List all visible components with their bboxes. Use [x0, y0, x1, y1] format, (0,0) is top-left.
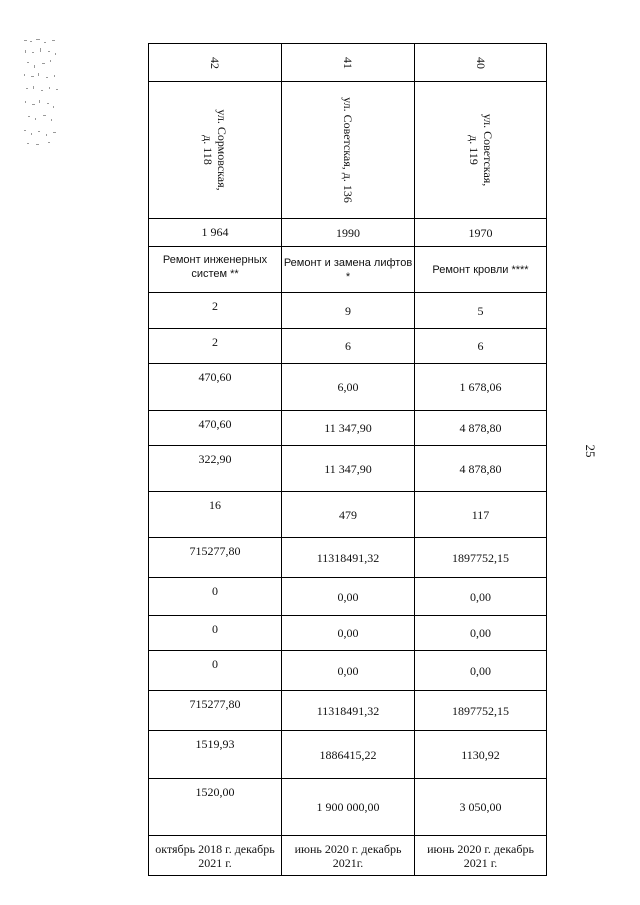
year-cell: 1970	[415, 219, 547, 247]
value-cell: 6	[415, 329, 547, 364]
value-cell: 479	[282, 492, 415, 538]
table-row	[149, 44, 547, 82]
period-cell: октябрь 2018 г. декабрь 2021 г.	[149, 836, 282, 876]
value-cell: 3 050,00	[415, 779, 547, 836]
column-number-cell: 40	[415, 44, 547, 82]
period-cell: июнь 2020 г. декабрь 2021 г.	[415, 836, 547, 876]
value-cell: 0	[149, 616, 282, 651]
value-cell: 2	[149, 293, 282, 329]
value-cell: 470,60	[149, 411, 282, 446]
value-cell: 1886415,22	[282, 731, 415, 779]
column-number-cell: 41	[282, 44, 415, 82]
column-number-cell: 42	[149, 44, 282, 82]
value-cell: 0,00	[415, 578, 547, 616]
table-row	[149, 691, 547, 731]
table-row	[149, 329, 547, 364]
value-cell: 5	[415, 293, 547, 329]
data-table	[148, 43, 547, 876]
address-cell: ул. Советская, д. 136	[282, 82, 415, 219]
table-row	[149, 293, 547, 329]
value-cell: 0	[149, 578, 282, 616]
period-cell: июнь 2020 г. декабрь 2021г.	[282, 836, 415, 876]
value-cell: 1897752,15	[415, 691, 547, 731]
value-cell: 0,00	[282, 578, 415, 616]
work-type-cell: Ремонт инженерных систем **	[149, 247, 282, 293]
table-row	[149, 616, 547, 651]
work-type-cell: Ремонт кровли ****	[415, 247, 547, 293]
value-cell: 4 878,80	[415, 446, 547, 492]
table-row	[149, 779, 547, 836]
table-row	[149, 538, 547, 578]
work-type-cell: Ремонт и замена лифтов *	[282, 247, 415, 293]
stamp-mark	[22, 38, 60, 148]
value-cell: 1130,92	[415, 731, 547, 779]
table-row	[149, 446, 547, 492]
table-row	[149, 651, 547, 691]
value-cell: 715277,80	[149, 538, 282, 578]
table-row	[149, 492, 547, 538]
table-row	[149, 364, 547, 411]
value-cell: 0,00	[282, 651, 415, 691]
page-number: 25	[583, 444, 598, 458]
value-cell: 0,00	[282, 616, 415, 651]
value-cell: 322,90	[149, 446, 282, 492]
table-row	[149, 578, 547, 616]
value-cell: 4 878,80	[415, 411, 547, 446]
value-cell: 11318491,32	[282, 691, 415, 731]
value-cell: 1 678,06	[415, 364, 547, 411]
year-cell: 1990	[282, 219, 415, 247]
value-cell: 11 347,90	[282, 446, 415, 492]
value-cell: 0,00	[415, 616, 547, 651]
value-cell: 0,00	[415, 651, 547, 691]
value-cell: 1897752,15	[415, 538, 547, 578]
value-cell: 1 900 000,00	[282, 779, 415, 836]
value-cell: 11 347,90	[282, 411, 415, 446]
value-cell: 117	[415, 492, 547, 538]
year-cell: 1 964	[149, 219, 282, 247]
value-cell: 1519,93	[149, 731, 282, 779]
value-cell: 6	[282, 329, 415, 364]
table-row	[149, 219, 547, 247]
value-cell: 11318491,32	[282, 538, 415, 578]
address-cell: ул. Сормовская, д. 118	[149, 82, 282, 219]
value-cell: 6,00	[282, 364, 415, 411]
table-row	[149, 82, 547, 219]
table-row	[149, 411, 547, 446]
value-cell: 470,60	[149, 364, 282, 411]
table-row	[149, 247, 547, 293]
address-cell: ул. Советская, д. 119	[415, 82, 547, 219]
value-cell: 9	[282, 293, 415, 329]
value-cell: 1520,00	[149, 779, 282, 836]
table-row	[149, 836, 547, 876]
table-row	[149, 731, 547, 779]
value-cell: 715277,80	[149, 691, 282, 731]
value-cell: 0	[149, 651, 282, 691]
value-cell: 2	[149, 329, 282, 364]
value-cell: 16	[149, 492, 282, 538]
